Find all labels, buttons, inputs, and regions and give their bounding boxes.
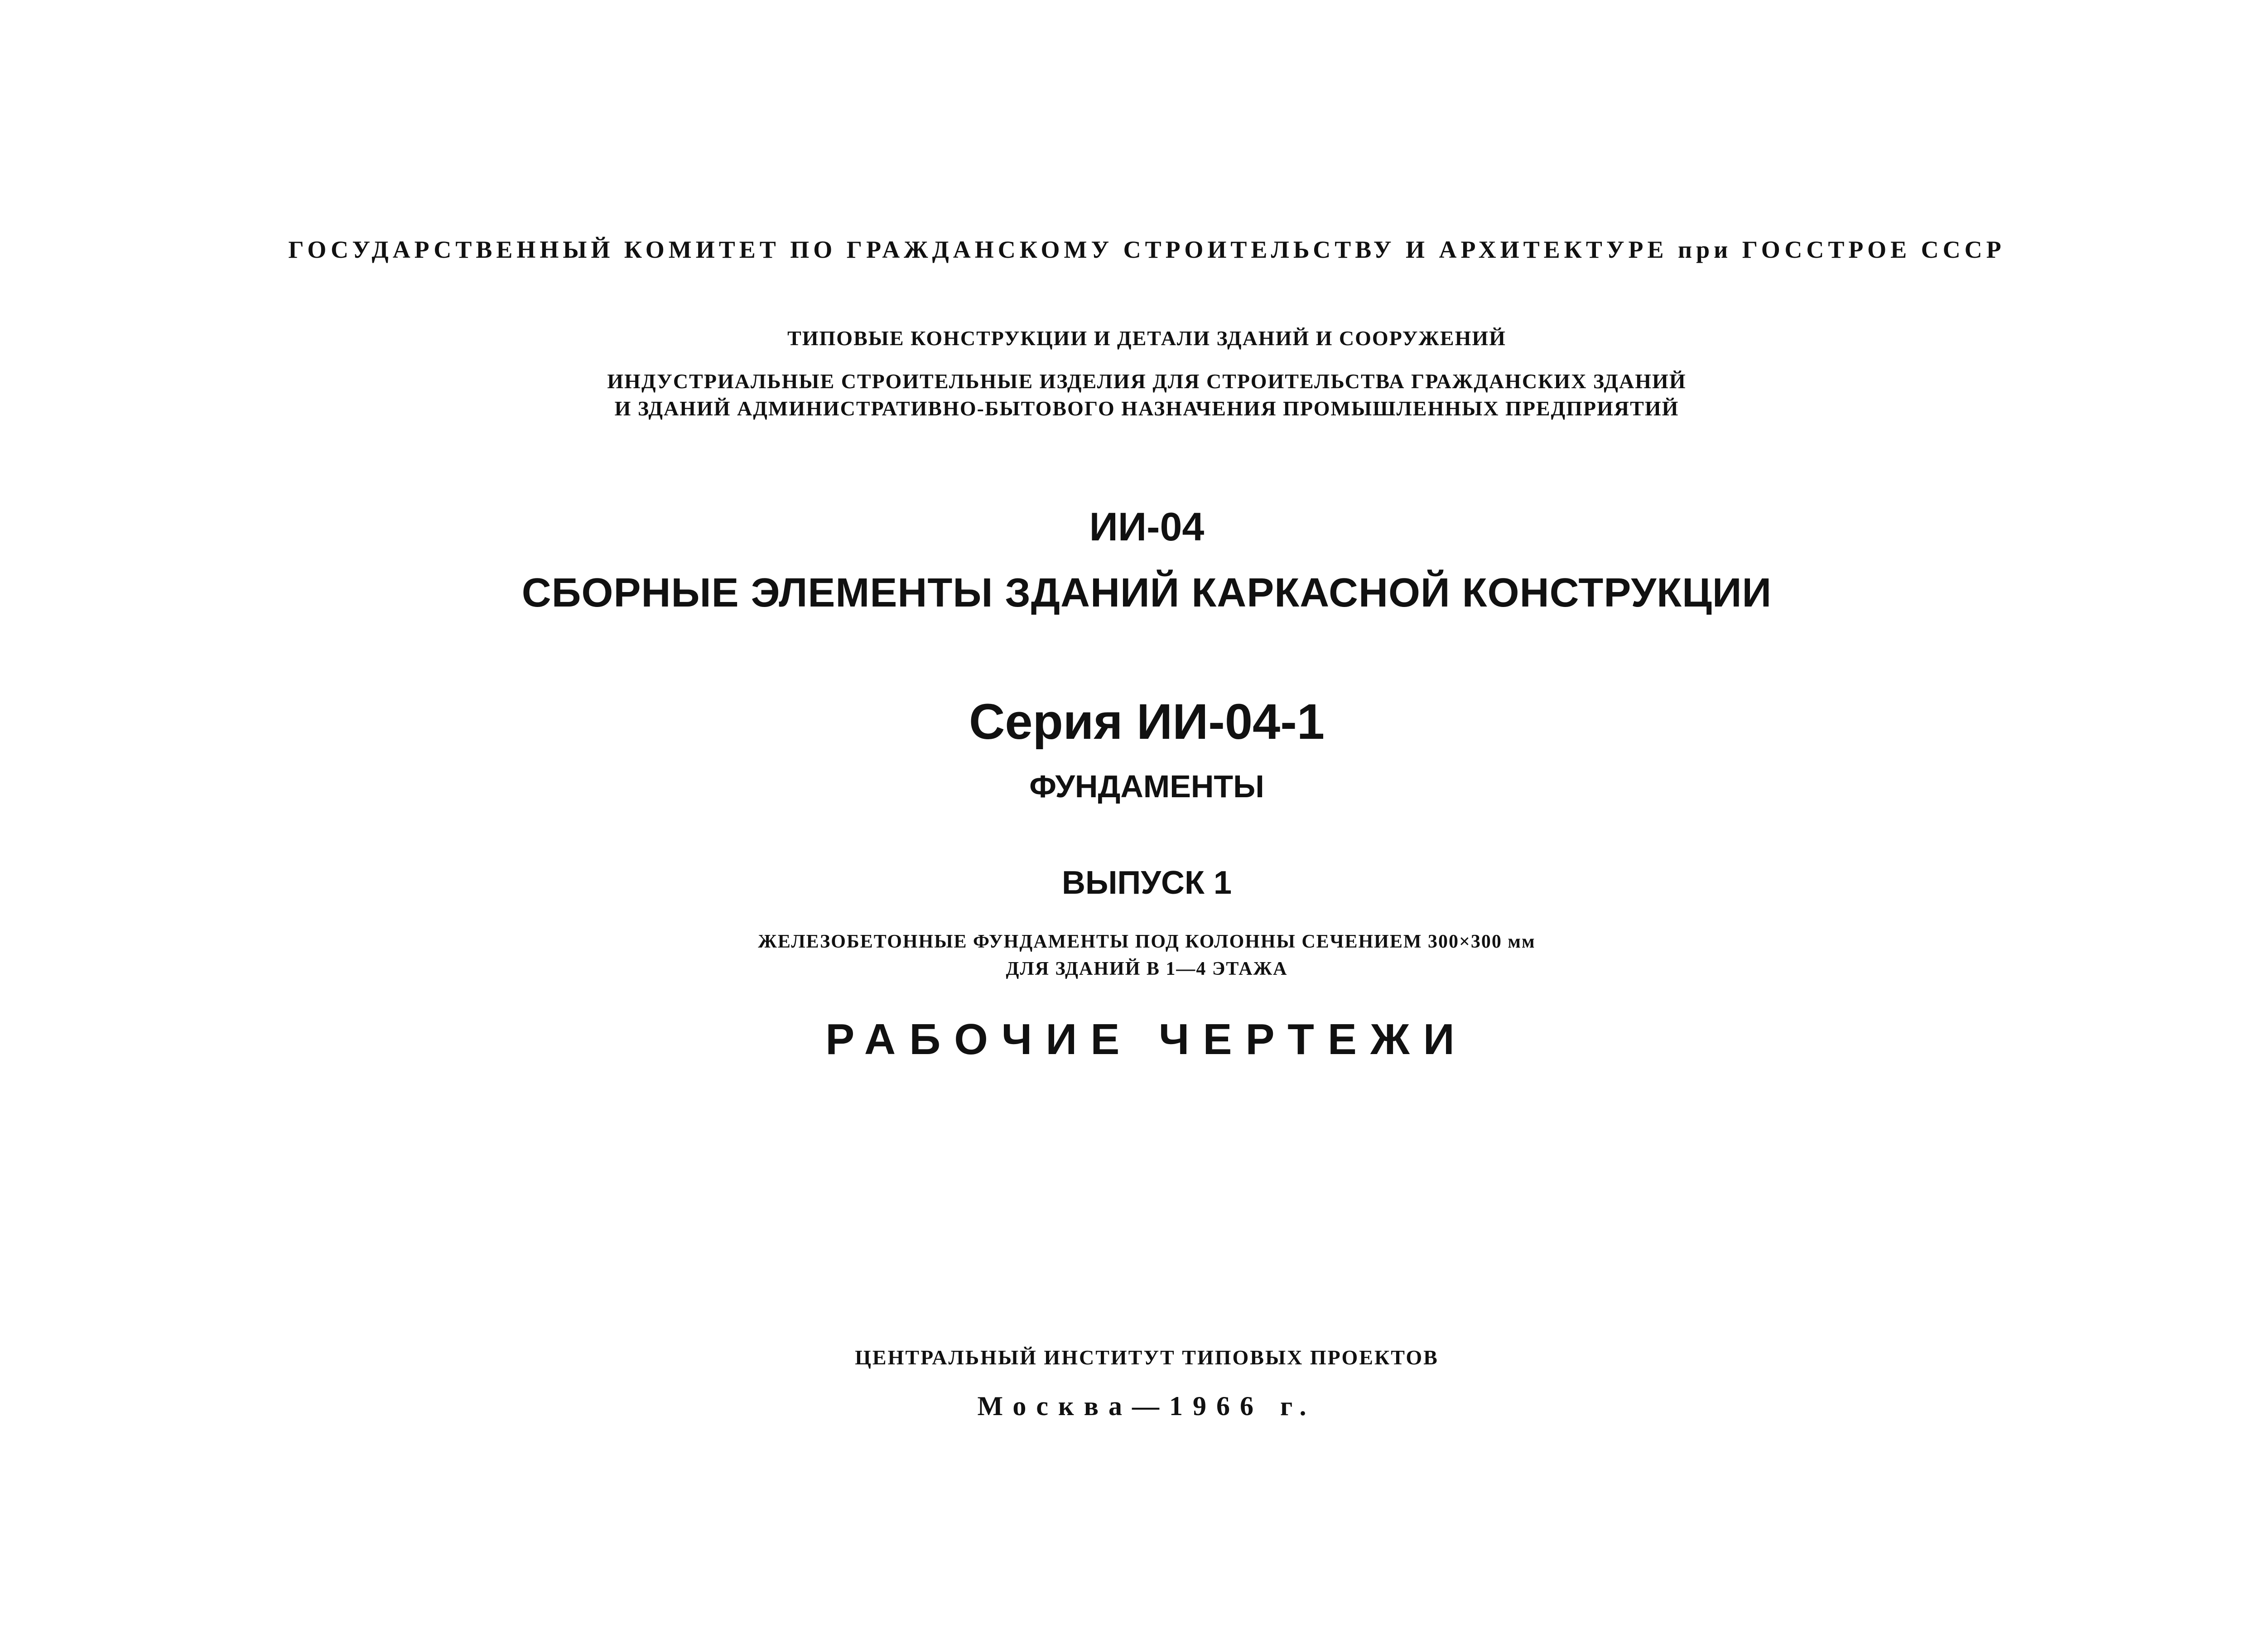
main-title: СБОРНЫЕ ЭЛЕМЕНТЫ ЗДАНИЙ КАРКАСНОЙ КОНСТРУКЦИИ [521, 570, 1772, 616]
issue-number: ВЫПУСК 1 [1061, 865, 1232, 901]
working-drawings-label: РАБОЧИЕ ЧЕРТЕЖИ [825, 1015, 1468, 1064]
publisher-institute: ЦЕНТРАЛЬНЫЙ ИНСТИТУТ ТИПОВЫХ ПРОЕКТОВ [855, 1346, 1439, 1369]
industrial-products-line-2: И ЗДАНИЙ АДМИНИСТРАТИВНО-БЫТОВОГО НАЗНАЧЕНИЯ ПРОМЫШЛЕННЫХ ПРЕДПРИЯТИЙ [614, 397, 1679, 420]
series-title: Серия ИИ-04-1 [969, 694, 1325, 750]
subject-title: ФУНДАМЕНТЫ [1029, 769, 1264, 804]
place-and-year: Москва—1966 г. [977, 1391, 1316, 1421]
series-group-heading: ТИПОВЫЕ КОНСТРУКЦИИ И ДЕТАЛИ ЗДАНИЙ И СООРУЖЕНИЙ [787, 327, 1506, 350]
issuing-authority: ГОСУДАРСТВЕННЫЙ КОМИТЕТ ПО ГРАЖДАНСКОМУ СТРОИТЕЛЬСТВУ И АРХИТЕКТУРЕ при ГОССТРОЕ СССР [288, 236, 2005, 263]
issue-description-line-1: ЖЕЛЕЗОБЕТОННЫЕ ФУНДАМЕНТЫ ПОД КОЛОННЫ СЕЧЕНИЕМ 300×300 мм [758, 931, 1536, 952]
document-code: ИИ-04 [1089, 504, 1205, 549]
industrial-products-line-1: ИНДУСТРИАЛЬНЫЕ СТРОИТЕЛЬНЫЕ ИЗДЕЛИЯ ДЛЯ СТРОИТЕЛЬСТВА ГРАЖДАНСКИХ ЗДАНИЙ [607, 370, 1687, 393]
issue-description-line-2: ДЛЯ ЗДАНИЙ В 1—4 ЭТАЖА [1006, 958, 1288, 979]
